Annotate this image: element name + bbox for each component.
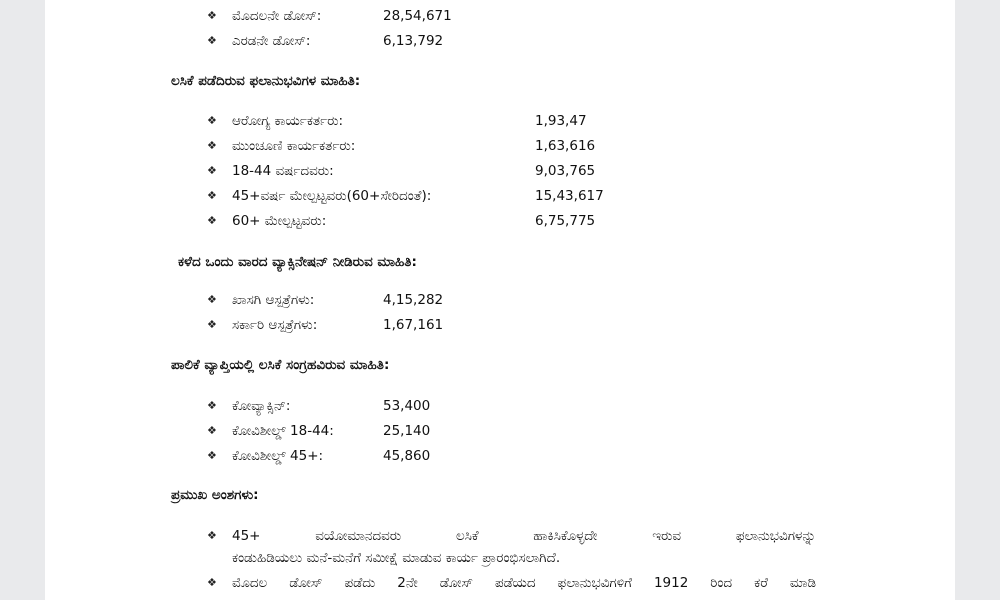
- private-hospitals-label: ಖಾಸಗಿ ಆಸ್ಪತ್ರೆಗಳು:: [232, 292, 315, 308]
- government-hospitals-label: ಸರ್ಕಾರಿ ಆಸ್ಪತ್ರೆಗಳು:: [232, 317, 318, 333]
- bullet-icon: ❖: [207, 576, 217, 589]
- covishield-18-44-value: 25,140: [383, 423, 431, 439]
- highlight-1-line-1: 45+ ವಯೋಮಾನದವರು ಲಸಿಕೆ ಹಾಕಿಸಿಕೊಳ್ಳದೇ ಇರುವ ಫಲಾನುಭವಿಗಳನ್ನು: [232, 528, 816, 544]
- covishield-18-44-label: ಕೋವಿಶೀಲ್ಡ್ 18-44:: [232, 423, 334, 439]
- bullet-icon: ❖: [207, 34, 217, 47]
- age-18-44-label: 18-44 ವರ್ಷದವರು:: [232, 163, 334, 179]
- vaccine-stock-heading: ಪಾಲಿಕೆ ವ್ಯಾಪ್ತಿಯಲ್ಲಿ ಲಸಿಕೆ ಸಂಗ್ರಹವಿರುವ ಮಾಹಿತಿ:: [171, 357, 390, 373]
- covaxin-label: ಕೋವ್ಯಾಕ್ಸಿನ್:: [232, 398, 291, 414]
- bullet-icon: ❖: [207, 424, 217, 437]
- covaxin-value: 53,400: [383, 398, 431, 414]
- second-dose-value: 6,13,792: [383, 33, 444, 49]
- age-60-plus-value: 6,75,775: [535, 213, 596, 229]
- last-week-heading: ಕಳೆದ ಒಂದು ವಾರದ ವ್ಯಾಕ್ಸಿನೇಷನ್ ನೀಡಿರುವ ಮಾಹಿತಿ:: [178, 254, 417, 270]
- bullet-icon: ❖: [207, 529, 217, 542]
- bullet-icon: ❖: [207, 114, 217, 127]
- frontline-workers-value: 1,63,616: [535, 138, 596, 154]
- covishield-45-plus-label: ಕೋವಿಶೀಲ್ಡ್ 45+:: [232, 448, 324, 464]
- bullet-icon: ❖: [207, 189, 217, 202]
- bullet-icon: ❖: [207, 164, 217, 177]
- private-hospitals-value: 4,15,282: [383, 292, 444, 308]
- document-page: [45, 0, 955, 600]
- highlights-heading: ಪ್ರಮುಖ ಅಂಶಗಳು:: [171, 487, 259, 503]
- bullet-icon: ❖: [207, 139, 217, 152]
- age-45-plus-label: 45+ವರ್ಷ ಮೇಲ್ಪಟ್ಟವರು(60+ಸೇರಿದಂತೆ):: [232, 188, 432, 204]
- government-hospitals-value: 1,67,161: [383, 317, 444, 333]
- health-workers-value: 1,93,47: [535, 113, 587, 129]
- bullet-icon: ❖: [207, 293, 217, 306]
- age-18-44-value: 9,03,765: [535, 163, 596, 179]
- first-dose-value: 28,54,671: [383, 8, 452, 24]
- health-workers-label: ಆರೋಗ್ಯ ಕಾರ್ಯಕರ್ತರು:: [232, 113, 344, 129]
- bullet-icon: ❖: [207, 214, 217, 227]
- covishield-45-plus-value: 45,860: [383, 448, 431, 464]
- age-45-plus-value: 15,43,617: [535, 188, 604, 204]
- bullet-icon: ❖: [207, 449, 217, 462]
- bullet-icon: ❖: [207, 318, 217, 331]
- frontline-workers-label: ಮುಂಚೂಣಿ ಕಾರ್ಯಕರ್ತರು:: [232, 138, 356, 154]
- highlight-1-line-2: ಕಂಡುಹಿಡಿಯಲು ಮನೆ-ಮನೆಗೆ ಸಮೀಕ್ಷೆ ಮಾಡುವ ಕಾರ್ಯ ಪ್ರಾರಂಭಿಸಲಾಗಿದೆ.: [232, 550, 561, 566]
- first-dose-label: ಮೊದಲನೇ ಡೋಸ್:: [232, 8, 322, 24]
- beneficiaries-heading: ಲಸಿಕೆ ಪಡೆದಿರುವ ಫಲಾನುಭವಿಗಳ ಮಾಹಿತಿ:: [171, 73, 361, 89]
- bullet-icon: ❖: [207, 9, 217, 22]
- highlight-2-line-1: ಮೊದಲ ಡೋಸ್ ಪಡೆದು 2ನೇ ಡೋಸ್ ಪಡೆಯದ ಫಲಾನುಭವಿಗಳಿಗೆ 1912 ರಿಂದ ಕರೆ ಮಾಡಿ: [232, 575, 816, 591]
- age-60-plus-label: 60+ ಮೇಲ್ಪಟ್ಟವರು:: [232, 213, 327, 229]
- second-dose-label: ಎರಡನೇ ಡೋಸ್:: [232, 33, 311, 49]
- bullet-icon: ❖: [207, 399, 217, 412]
